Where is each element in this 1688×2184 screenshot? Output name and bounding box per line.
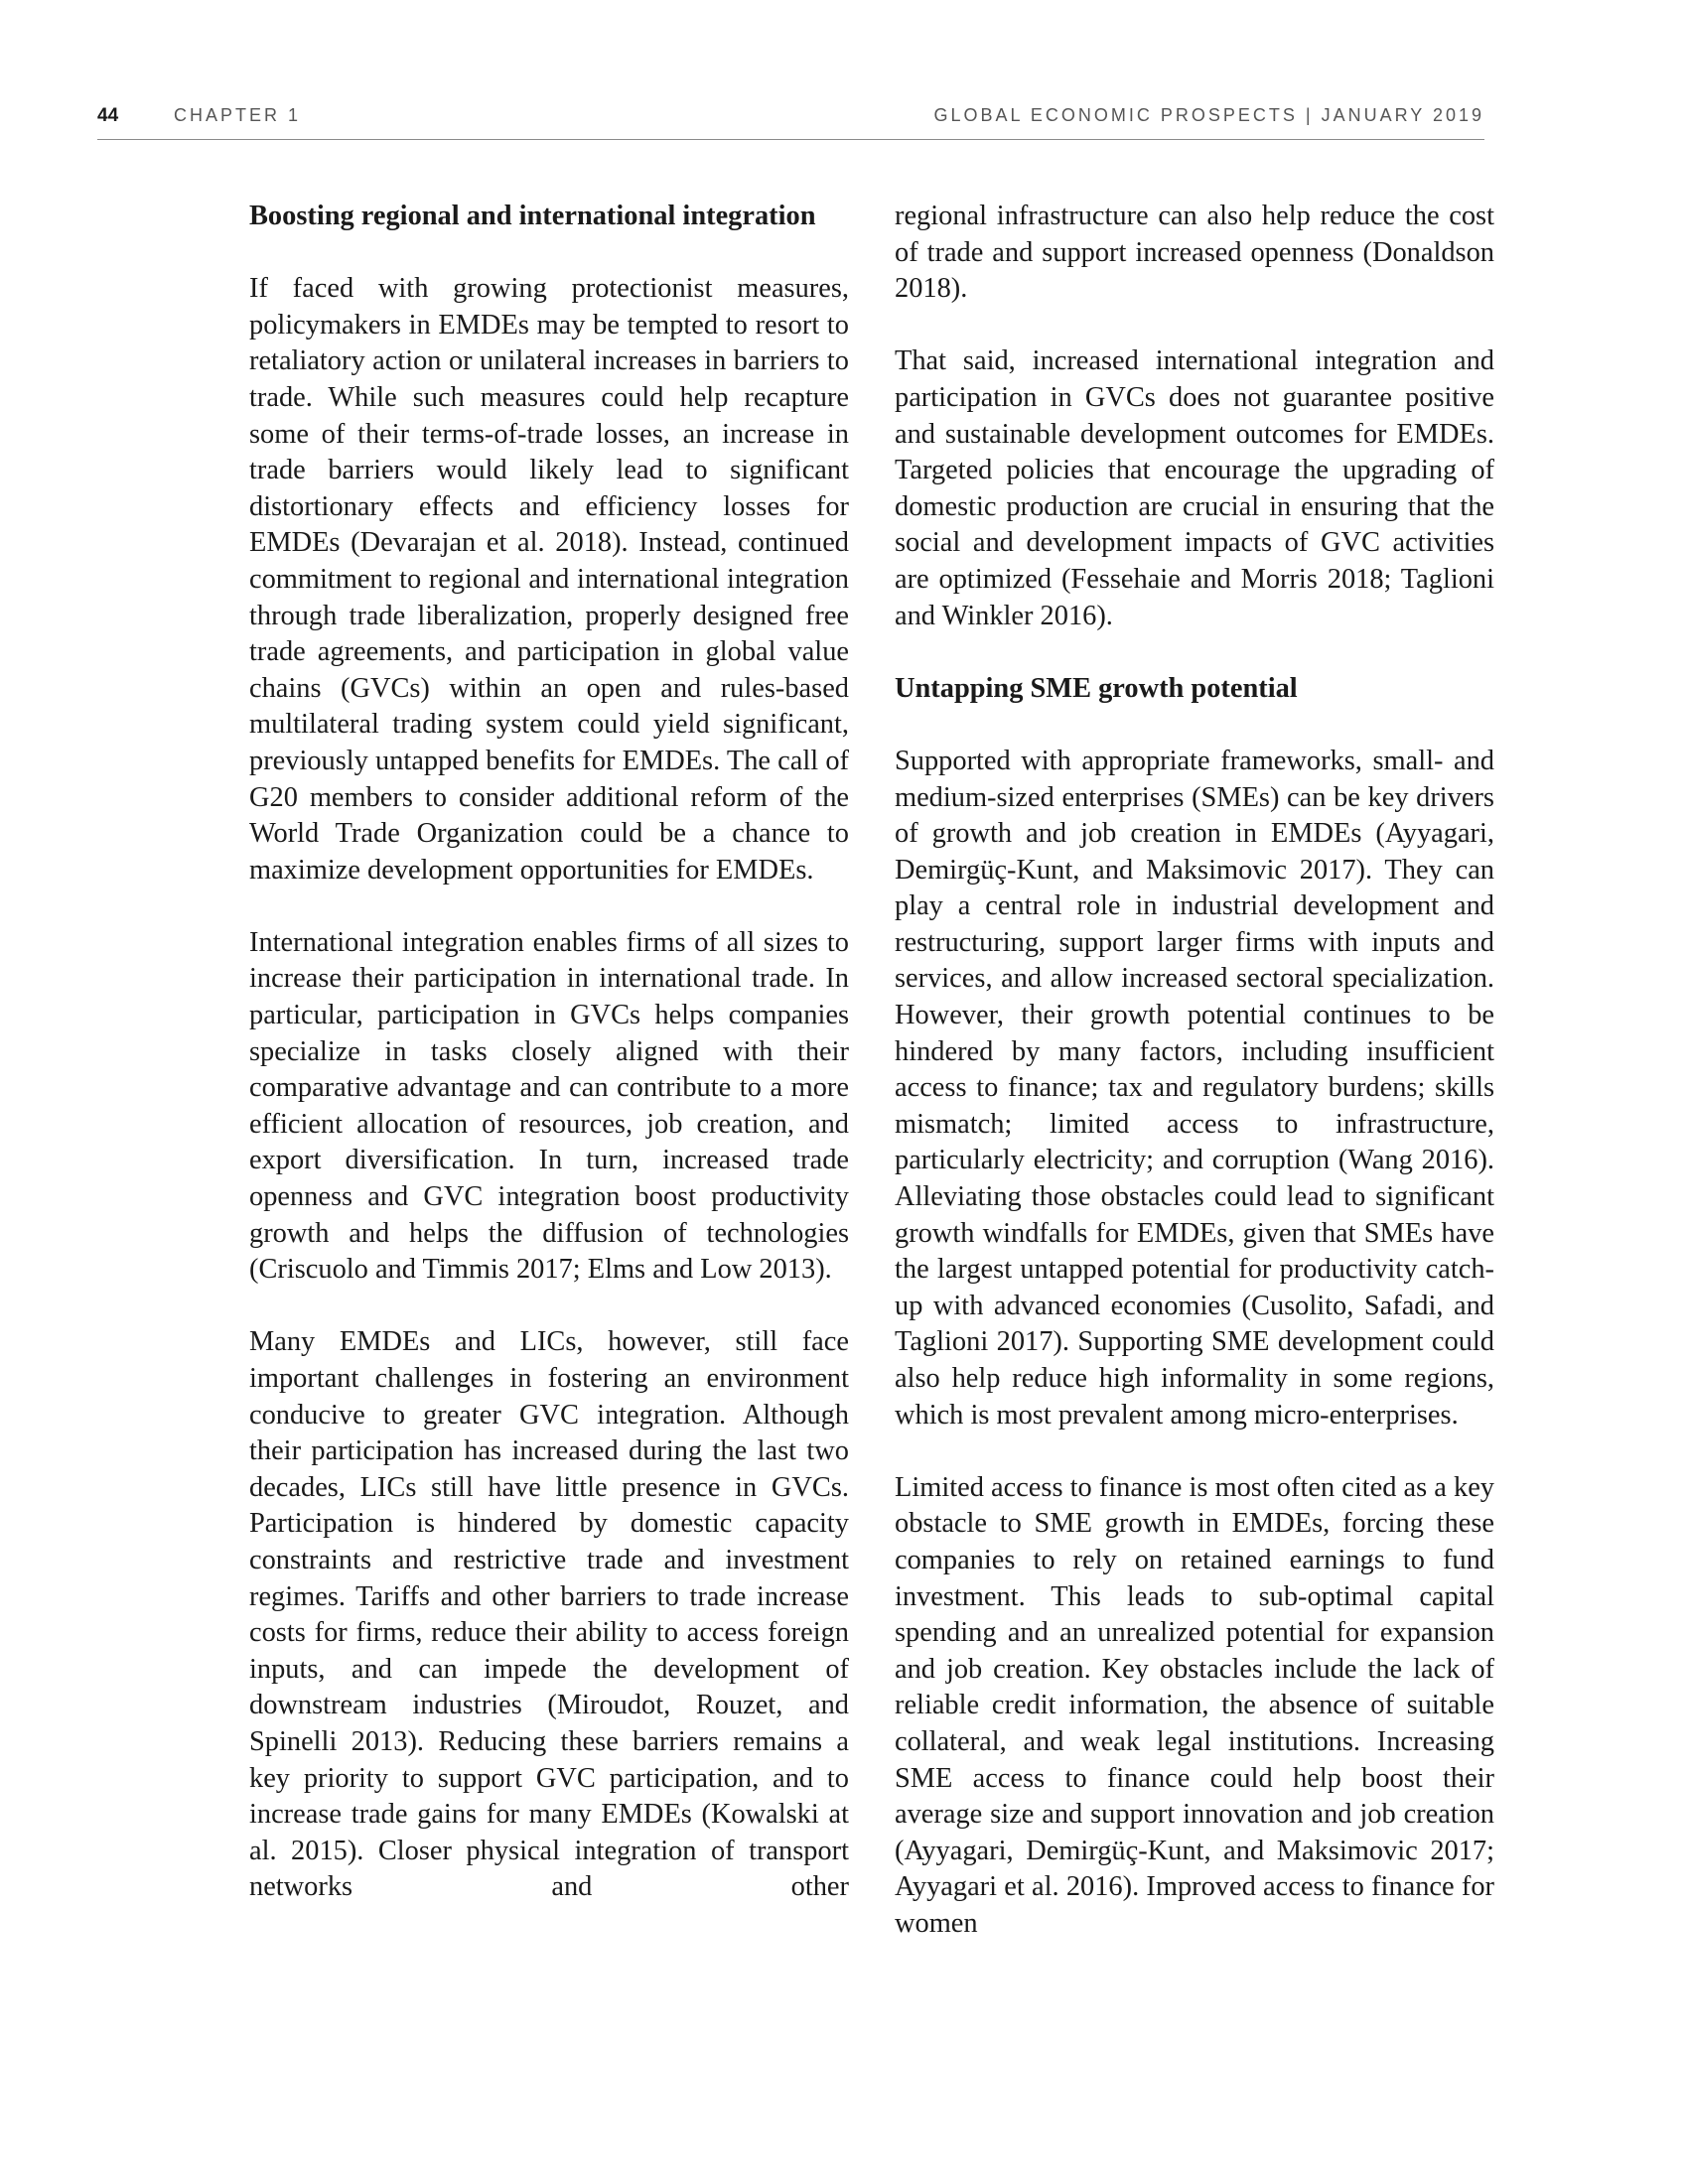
paragraph-sme-drivers: Supported with appropriate frameworks, small- and medium-sized enterprises (SMEs) can be key drivers of growth and job creation in EMDEs (Ayyagari, Demirgüç-Kunt, and Maksimovic 2017). They can play a central role in industrial development and restructuring, support larger firms with inputs and services, and allow increased sectoral specialization. However, their growth potential continues to be hindered by many factors, including insufficient access to finance; tax and regulatory burdens; skills mismatch; limited access to infrastructure, particularly electricity; and corruption (Wang 2016). Alleviating those obstacles could lead to significant growth windfalls for EMDEs, given that SMEs have the largest untapped potential for productivity catch-up with advanced economies (Cusolito, Safadi, and Taglioni 2017). Supporting SME development could also help reduce high informality in some regions, which is most prevalent among micro-enterprises. xyxy=(895,745,1494,1431)
running-header xyxy=(97,105,1484,135)
page-number: 44 xyxy=(97,105,119,126)
left-column xyxy=(249,199,849,1906)
chapter-label: CHAPTER 1 xyxy=(174,105,302,125)
paragraph-infrastructure-continued: regional infrastructure can also help reduce the cost of trade and support increased openness (Donaldson 2018). xyxy=(895,201,1494,305)
paragraph-protectionist-measures: If faced with growing protectionist measures, policymakers in EMDEs may be tempted to resort to retaliatory action or unilateral increases in barriers to trade. While such measures could help recapture some of their terms-of-trade losses, an increase in trade barriers would likely lead to significant distortionary effects and efficiency losses for EMDEs (Devarajan et al. 2018). Instead, continued commitment to regional and international integration through trade liberalization, properly designed free trade agreements, and participation in global value chains (GVCs) within an open and rules-based multilateral trading system could yield significant, previously untapped benefits for EMDEs. The call of G20 members to consider additional reform of the World Trade Organization could be a chance to maximize development opportunities for EMDEs. xyxy=(249,273,849,886)
section-heading-sme-growth: Untapping SME growth potential xyxy=(895,672,1298,704)
section-heading-regional-integration: Boosting regional and international integration xyxy=(249,201,816,231)
paragraph-gvc-outcomes: That said, increased international integration and participation in GVCs does not guarantee positive and sustainable development outcomes for EMDEs. Targeted policies that encourage the upgrading of domestic production are crucial in ensuring that the social and development impacts of GVC activities are optimized (Fessehaie and Morris 2018; Taglioni and Winkler 2016). xyxy=(895,345,1494,631)
header-divider xyxy=(97,139,1484,140)
publication-label: GLOBAL ECONOMIC PROSPECTS | JANUARY 2019 xyxy=(933,105,1484,125)
paragraph-gvc-challenges: Many EMDEs and LICs, however, still face important challenges in fostering an environment conducive to greater GVC integration. Although their participation has increased during the last two decades, LICs still have little presence in GVCs. Participation is hindered by domestic capacity constraints and restrictive trade and investment regimes. Tariffs and other barriers to trade increase costs for firms, reduce their ability to access foreign inputs, and can impede the development of downstream industries (Miroudot, Rouzet, and Spinelli 2013). Reducing these barriers remains a key priority to support GVC participation, and to increase trade gains for many EMDEs (Kowalski at al. 2015). Closer physical integration of transport networks and other xyxy=(249,1326,849,1903)
paragraph-international-integration: International integration enables firms of all sizes to increase their participation in international trade. In particular, participation in GVCs helps companies specialize in tasks closely aligned with their comparative advantage and can contribute to a more efficient allocation of resources, job creation, and export diversification. In turn, increased trade openness and GVC integration boost productivity growth and helps the diffusion of technologies (Criscuolo and Timmis 2017; Elms and Low 2013). xyxy=(249,926,849,1286)
right-column xyxy=(895,199,1494,1943)
paragraph-sme-finance: Limited access to finance is most often cited as a key obstacle to SME growth in EMDEs, forcing these companies to rely on retained earnings to fund investment. This leads to sub-optimal capital spending and an unrealized potential for expansion and job creation. Key obstacles include the lack of reliable credit information, the absence of suitable collateral, and weak legal institutions. Increasing SME access to finance could help boost their average size and support innovation and job creation (Ayyagari, Demirgüç-Kunt, and Maksimovic 2017; Ayyagari et al. 2016). Improved access to finance for women xyxy=(895,1471,1494,1939)
